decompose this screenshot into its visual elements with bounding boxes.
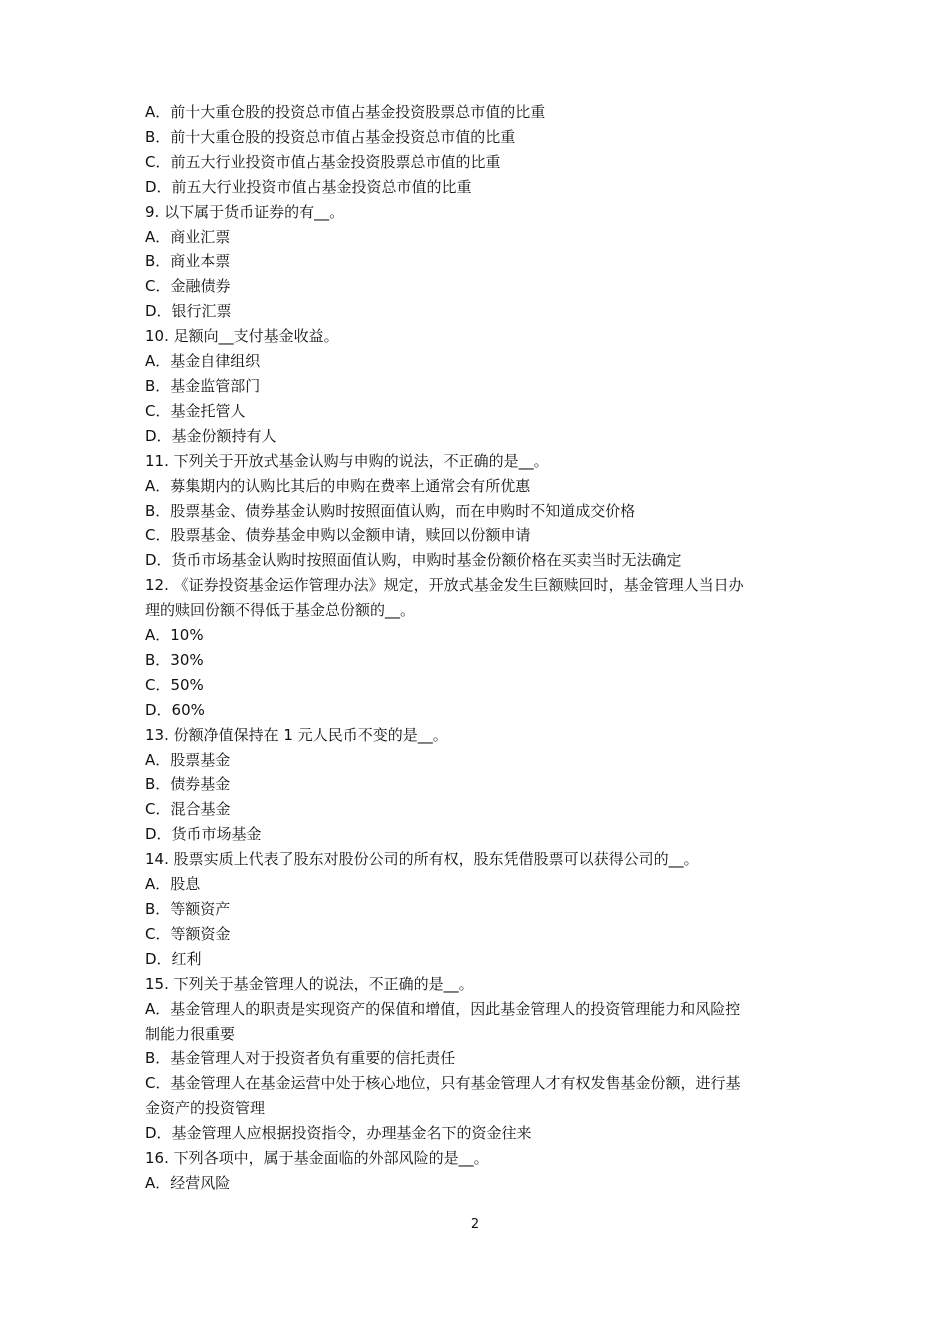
text-line: A．商业汇票 — [145, 227, 231, 246]
text-line: C．基金管理人在基金运营中处于核心地位，只有基金管理人才有权发售基金份额，进行基 — [145, 1074, 741, 1093]
text-line: B．债券基金 — [145, 775, 231, 794]
text-line: A．基金自律组织 — [145, 352, 261, 371]
text-line: D．前五大行业投资市值占基金投资总市值的比重 — [145, 177, 472, 196]
text-line: A．募集期内的认购比其后的申购在费率上通常会有所优惠 — [145, 476, 531, 495]
text-line: C．混合基金 — [145, 800, 231, 819]
page-number: 2 — [470, 1217, 480, 1232]
text-line: A．10% — [145, 626, 204, 645]
text-line: 制能力很重要 — [145, 1024, 236, 1043]
text-line: 金资产的投资管理 — [145, 1099, 266, 1118]
text-line: A．经营风险 — [145, 1173, 231, 1192]
question-line: 11. 下列关于开放式基金认购与申购的说法，不正确的是__。 — [145, 451, 549, 470]
text-line: C．等额资金 — [145, 924, 231, 943]
text-line: B．基金管理人对于投资者负有重要的信托责任 — [145, 1049, 456, 1068]
question-line: 12. 《证券投资基金运作管理办法》规定，开放式基金发生巨额赎回时，基金管理人当日办 — [145, 576, 744, 595]
text-line: B．商业本票 — [145, 252, 231, 271]
text-line: C．前五大行业投资市值占基金投资股票总市值的比重 — [145, 152, 501, 171]
question-line: 14. 股票实质上代表了股东对股份公司的所有权，股东凭借股票可以获得公司的__。 — [145, 850, 699, 869]
text-line: B．等额资产 — [145, 900, 231, 918]
text-line: D．货币市场基金 — [145, 825, 262, 844]
text-line: C．50% — [145, 675, 204, 694]
text-line: A．前十大重仓股的投资总市值占基金投资股票总市值的比重 — [145, 103, 546, 121]
text-line: D．银行汇票 — [145, 302, 232, 321]
text-line: B．30% — [145, 650, 204, 669]
text-line: A．股票基金 — [145, 750, 231, 769]
question-line: 10. 足额向__支付基金收益。 — [145, 327, 339, 346]
question-line: 16. 下列各项中，属于基金面临的外部风险的是__。 — [145, 1149, 489, 1168]
text-line: C．基金托管人 — [145, 401, 246, 420]
text-line: B．股票基金、债券基金认购时按照面值认购，而在申购时不知道成交价格 — [145, 501, 636, 520]
document-body — [145, 100, 815, 1196]
text-line: A．股息 — [145, 875, 201, 894]
text-line: D．红利 — [145, 949, 202, 968]
text-line: 理的赎回份额不得低于基金总份额的__。 — [145, 601, 416, 620]
question-line: 13. 份额净值保持在 1 元人民币不变的是__。 — [145, 725, 448, 744]
text-line: B．基金监管部门 — [145, 376, 261, 395]
text-line: C．股票基金、债券基金申购以金额申请，赎回以份额申请 — [145, 526, 531, 545]
text-line: D．基金份额持有人 — [145, 426, 277, 445]
question-line: 9. 以下属于货币证券的有__。 — [145, 202, 345, 221]
text-line: D．60% — [145, 700, 205, 719]
text-line: D．基金管理人应根据投资指令，办理基金名下的资金往来 — [145, 1124, 532, 1143]
question-line: 15. 下列关于基金管理人的说法，不正确的是__。 — [145, 974, 474, 993]
text-line: A．基金管理人的职责是实现资产的保值和增值，因此基金管理人的投资管理能力和风险控 — [145, 999, 741, 1018]
text-line: B．前十大重仓股的投资总市值占基金投资总市值的比重 — [145, 127, 516, 146]
text-line: C．金融债券 — [145, 277, 231, 296]
text-line: D．货币市场基金认购时按照面值认购，申购时基金份额价格在买卖当时无法确定 — [145, 551, 682, 570]
